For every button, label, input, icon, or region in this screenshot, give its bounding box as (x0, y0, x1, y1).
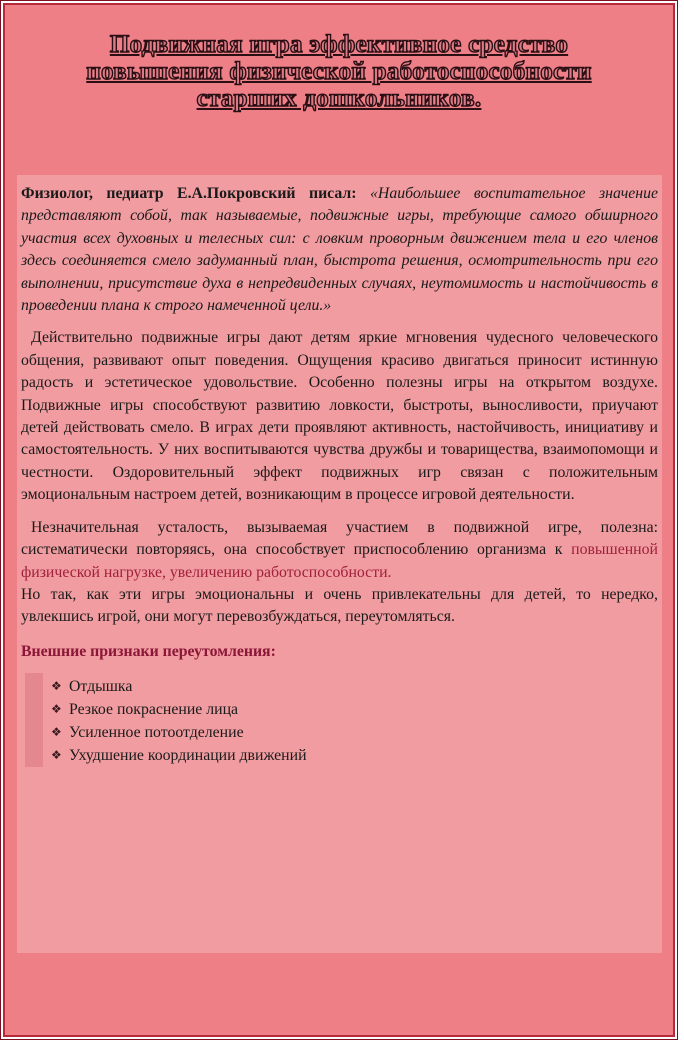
diamond-bullet-icon: ❖ (51, 725, 62, 740)
paragraph-overexcitement: Но так, как эти игры эмоциональны и очень привлекательны для детей, то нередко, увлекшись игрой, они могут перевозбуждаться, переутомляться. (21, 585, 658, 626)
diamond-bullet-icon: ❖ (51, 702, 62, 717)
fatigue-highlight: повышенной физической нагрузке, увеличению работоспособности. (21, 541, 658, 581)
title-line-3: старших дошкольников. (196, 85, 482, 112)
diamond-bullet-icon: ❖ (51, 748, 62, 763)
signs-list (43, 675, 673, 767)
paragraph-fatigue (21, 517, 658, 584)
list-item (51, 698, 673, 721)
quote-text: «Наибольшее воспитательное значение представляют собой, так называемые, подвижные игры, требующие самого обширного участия всех духовных и телесных сил: с ловким проворным движением тела и его членов здесь соединяется смело задуманный план, быстрота решения, осмотрительность при его выполнении, присутствие духа в непредвиденных случаях, неутомимость и настойчивость в проведении плана к строго намеченной цели.» (21, 185, 658, 315)
sign-label: Усиленное потоотделение (69, 724, 244, 742)
paragraph-benefits: Действительно подвижные игры дают детям яркие мгновения чудесного человеческого общения, развивают опыт поведения. Ощущения красиво двигаться приносит истинную радость и эстетическое удовольствие. Особенно полезны игры на открытом воздухе. Подвижные игры способствуют развитию ловкости, быстроты, выносливости, приучают детей действовать смело. В играх дети проявляют активность, настойчивость, инициативу и самостоятельность. У них воспитываются чувства дружбы и товарищества, взаимопомощи и честности. Оздоровительный эффект подвижных игр связан с положительным эмоциональным настроем детей, возникающим в процессе игровой деятельности. (21, 329, 658, 504)
sign-label: Отдышка (69, 678, 133, 696)
list-item (51, 675, 673, 698)
content-panel (17, 175, 662, 953)
paragraph-quote (21, 183, 658, 317)
signs-heading: Внешние признаки переутомления: (21, 642, 276, 660)
title-line-2: повышения физической работоспособности (86, 58, 592, 85)
quote-author: Физиолог, педиатр Е.А.Покровский писал: (21, 185, 357, 202)
list-item (51, 744, 673, 767)
sign-label: Ухудшение координации движений (69, 747, 307, 765)
diamond-bullet-icon: ❖ (51, 679, 62, 694)
signs-list-box (25, 673, 673, 767)
page-frame (3, 3, 675, 1037)
title-line-1: Подвижная игра эффективное средство (109, 31, 569, 58)
fatigue-text: Незначительная усталость, вызываемая участием в подвижной игре, полезна: систематически повторяясь, она способствует приспособлению организма к (21, 518, 658, 559)
list-item (51, 721, 673, 744)
page-title (5, 31, 673, 112)
sign-label: Резкое покраснение лица (69, 701, 239, 719)
